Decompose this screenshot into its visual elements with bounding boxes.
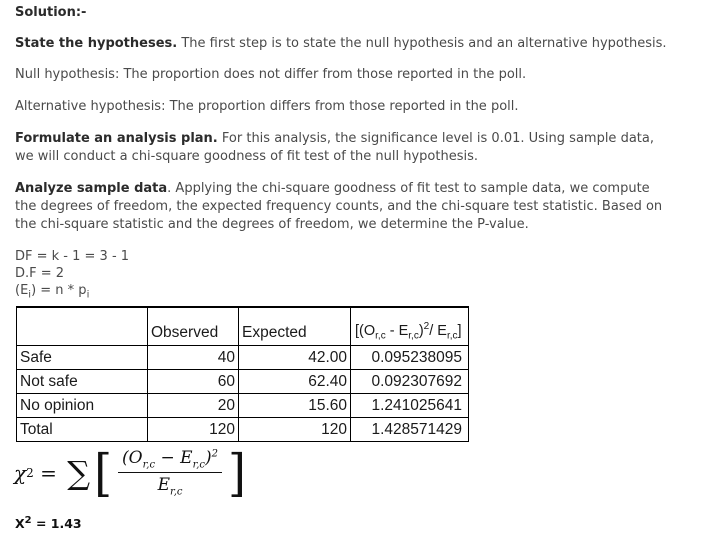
formula-chi-sup: 2 [26, 465, 34, 480]
result-prefix: X [15, 516, 25, 532]
expected-formula-rest: ) = n * p [31, 283, 87, 298]
expected-formula-sub: i [28, 289, 32, 301]
row-chi-term: 0.092307692 [351, 370, 469, 394]
row-chi-term: 1.241025641 [351, 394, 469, 418]
analysis-plan-title: Formulate an analysis plan. [15, 131, 218, 146]
df-line-2: D.F = 2 [15, 266, 65, 281]
formula-chi: χ [14, 460, 27, 485]
table-header-row [17, 307, 469, 346]
row-label: Not safe [17, 370, 148, 394]
chi-square-result [15, 515, 82, 531]
table-header-expected: Expected [239, 307, 351, 346]
table-header-observed: Observed [148, 307, 239, 346]
analyze-data-text: . Applying the chi-square goodness of fit test to sample data, we compute the degrees of freedom, the expected frequency counts, and the chi-square test statistic. Based on the chi-square statistic and the degrees of freedom, we determine the P-value. [15, 181, 663, 232]
row-label: Safe [17, 346, 148, 370]
row-chi-term: 0.095238095 [351, 346, 469, 370]
formula-equals: = [33, 460, 64, 485]
null-hypothesis: Null hypothesis: The proportion does not differ from those reported in the poll. [15, 67, 527, 82]
table-header-blank [17, 307, 148, 346]
hypotheses-paragraph [15, 35, 666, 53]
table-row-total [17, 418, 469, 442]
row-label: Total [17, 418, 148, 442]
row-observed: 60 [148, 370, 239, 394]
chi-square-table [16, 306, 469, 442]
row-observed: 40 [148, 346, 239, 370]
table-row [17, 370, 469, 394]
row-observed: 20 [148, 394, 239, 418]
formula-fraction [118, 448, 222, 498]
formula-denominator: $E_{r,c}$ [157, 475, 183, 498]
solution-heading: Solution:- [15, 5, 87, 20]
analysis-plan-paragraph [15, 130, 675, 166]
expected-formula-sub2: i [86, 289, 90, 301]
row-expected: 120 [239, 418, 351, 442]
table-row [17, 346, 469, 370]
hypotheses-title: State the hypotheses. [15, 36, 178, 51]
formula-right-bracket: ] [228, 443, 246, 503]
row-observed: 120 [148, 418, 239, 442]
row-label: No opinion [17, 394, 148, 418]
table-row [17, 394, 469, 418]
formula-numerator: $(O_{r,c} - E_{r,c})^2$ [118, 448, 222, 473]
analyze-data-paragraph [15, 180, 675, 234]
formula-sum: ∑ [67, 453, 91, 492]
row-expected: 42.00 [239, 346, 351, 370]
analysis-plan-text: For this analysis, the significance level is 0.01. Using sample data, we will conduct a chi-square goodness of fit test of the null hypothesis. [15, 131, 654, 164]
formula-left-bracket: [ [94, 443, 113, 503]
hypotheses-text: The first step is to state the null hypothesis and an alternative hypothesis. [177, 36, 667, 51]
chi-square-formula [14, 443, 246, 503]
row-expected: 62.40 [239, 370, 351, 394]
analyze-data-title: Analyze sample data [15, 181, 168, 196]
expected-formula-line [15, 282, 89, 305]
row-chi-term: 1.428571429 [351, 418, 469, 442]
result-sup: 2 [24, 515, 32, 526]
result-value: = 1.43 [31, 516, 82, 532]
table-header-chi-term: [$(O_{r,c} - E_{r,c})^2/$ $E_{r,c}$] [351, 307, 469, 346]
df-line-1: DF = k - 1 = 3 - 1 [15, 249, 130, 264]
expected-formula-open: (E [15, 283, 29, 298]
row-expected: 15.60 [239, 394, 351, 418]
alternative-hypothesis: Alternative hypothesis: The proportion differs from those reported in the poll. [15, 99, 519, 114]
